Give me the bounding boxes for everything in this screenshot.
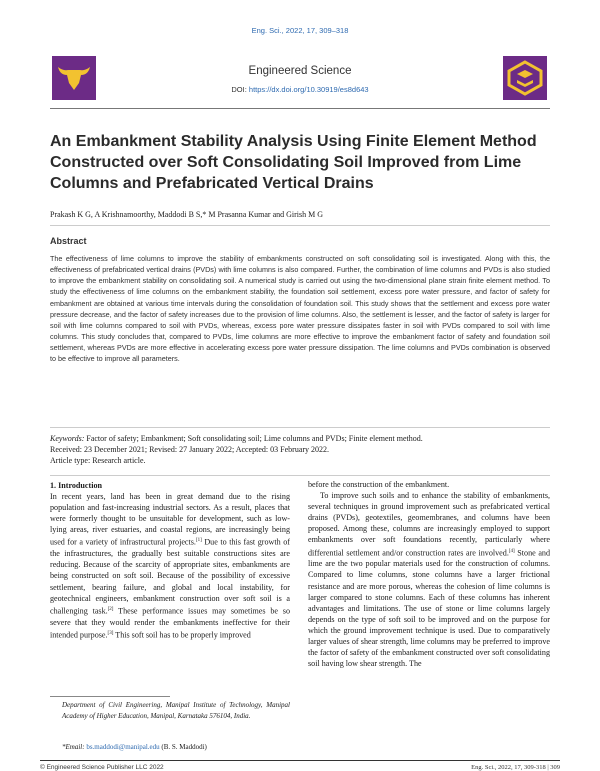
keywords-label: Keywords: [50,434,85,443]
affiliation: Department of Civil Engineering, Manipal Institute of Technology, Manipal Academy of Higher Education, Manipal, Karnataka 576104, India. [62,701,290,720]
reference-link[interactable]: [1] [195,538,202,544]
text-run: Stone and lime are the two popular materials used for the construction of columns. Compared to lime columns, stone columns have a larger frictional resistance and are more porous, whereas the cohesion of lime columns is larger compared to stone columns. Each of these columns has inherent advantages and limitations. The use of stone or lime columns largely depends on the type of soft soil to be improved and on the purpose for which the ground improvement technique is used. Due to comparatively larger values of shear strength, lime columns may be preferred to improve the factor of safety of the embankment constructed over soft consolidating soil having low shear strength. The [308,548,551,669]
abstract-heading: Abstract [50,236,87,246]
keywords-text: Factor of safety; Embankment; Soft consolidating soil; Lime columns and PVDs; Finite element method. [86,434,423,443]
cube-icon [503,56,547,100]
text-run: Due to this fast growth of the infrastructures, the gradually best suitable constructions sites are reducing. Because of the scarcity of appropriate sites, embankments are being constructed on soft soil. Because of the possibility of excessive settlement, bearing failure, and global and local instability, for geotechnical engineers, embankment construction over soft soil is a challenging task. [50,538,290,616]
meta-rule [50,475,550,476]
doi-link[interactable]: https://dx.doi.org/10.30919/es8d643 [248,85,369,94]
footnote-rule [50,696,170,697]
reference-link[interactable]: [2] [107,606,114,612]
article-title: An Embankment Stability Analysis Using Finite Element Method Constructed over Soft Consolidating Soil Improved from Lime Columns and Prefabricated Vertical Drains [50,133,537,192]
reference-link[interactable]: [3] [107,630,114,636]
reference-link[interactable]: [4] [508,548,515,554]
footer-rule [40,760,560,761]
footer-page-info: Eng. Sci., 2022, 17, 309-318 | 309 [471,764,560,771]
journal-citation: Eng. Sci., 2022, 17, 309–318 [251,26,349,35]
text-run: In recent years, land has been in great demand due to the rising population and fast-increasing industrial sectors. As a result, places that were formerly thought to be unsuitable for development, such as low-lying areas, river estuaries, and coastal regions, are increasingly being used for a variety of infrastructural projects. [50,492,290,548]
text-run: This soft soil has to be properly improved [113,630,251,640]
email-link[interactable]: bs.maddodi@manipal.edu [86,743,160,751]
footer-copyright: © Engineered Science Publisher LLC 2022 [40,764,164,771]
paragraph [308,490,550,669]
received-dates: Received: 23 December 2021; Revised: 27 January 2022; Accepted: 03 February 2022. [50,444,330,454]
header-rule [50,108,550,109]
journal-logo-right [503,56,547,100]
body-column-left [50,480,290,640]
author-rule [50,225,550,226]
abstract-rule [50,427,550,428]
email-suffix: (B. S. Maddodi) [159,743,207,751]
corresponding-email [62,743,290,751]
text-run: To improve such soils and to enhance the stability of embankments, several techniques in ground improvement such as prefabricated vertical drains (PVDs), geotextiles, geomembranes, and columns have been proposed. Among these, columns are increasingly employed to support embankments over soft foundations recently, particularly where differential settlement and/or construction rates are involved. [308,491,550,558]
journal-name: Engineered Science [248,65,352,77]
paragraph [50,491,290,640]
author-list: Prakash K G, A Krishnamoorthy, Maddodi B S,* M Prasanna Kumar and Girish M G [50,210,324,219]
article-type: Article type: Research article. [50,456,146,465]
section-heading-introduction: 1. Introduction [50,481,103,490]
paragraph: before the construction of the embankment. [308,480,450,489]
doi-label: DOI: [231,85,247,94]
keywords [50,433,550,445]
text-run: These performance issues may sometimes be so severe that they would render the embankments ineffective for their intended purpose. [50,606,290,640]
body-column-right [308,479,550,669]
abstract-text: The effectiveness of lime columns to improve the stability of embankments constructed on soft consolidating soil is investigated. Along with this, the effectiveness of prefabricated vertical drains (PVDs) with lime columns is also compared. Further, the combination of lime columns and PVDs is also studied to improve the embankment stability on consolidating soil. A numerical study is carried out using the two-dimensional plane strain finite element method. To study the effectiveness of lime columns on the embankment stability, the foundation soil settlement, excess pore water pressure, and factor of safety for embankment are obtained at various time intervals during the consolidation of foundation soil. This study shows that the settlement and excess pore water pressure decrease, and the factor of safety increases due to the provision of lime columns. Also, the settlement is lesser, and the factor of safety is larger for soil with lime columns compared to soil with PVDs, whereas, excess pore water pressure dissipates faster in soil with PVDs compared to soil with lime columns. This study concludes that, compared to PVDs, lime columns are more effective to improve the embankment factor of safety and foundation soil settlement, whereas PVDs are more effective in accelerating excess pore water pressure dissipation. The lime columns and PVDs combination is observed to be effective to improve all parameters. [50,254,550,364]
email-label: *Email: [62,743,85,751]
